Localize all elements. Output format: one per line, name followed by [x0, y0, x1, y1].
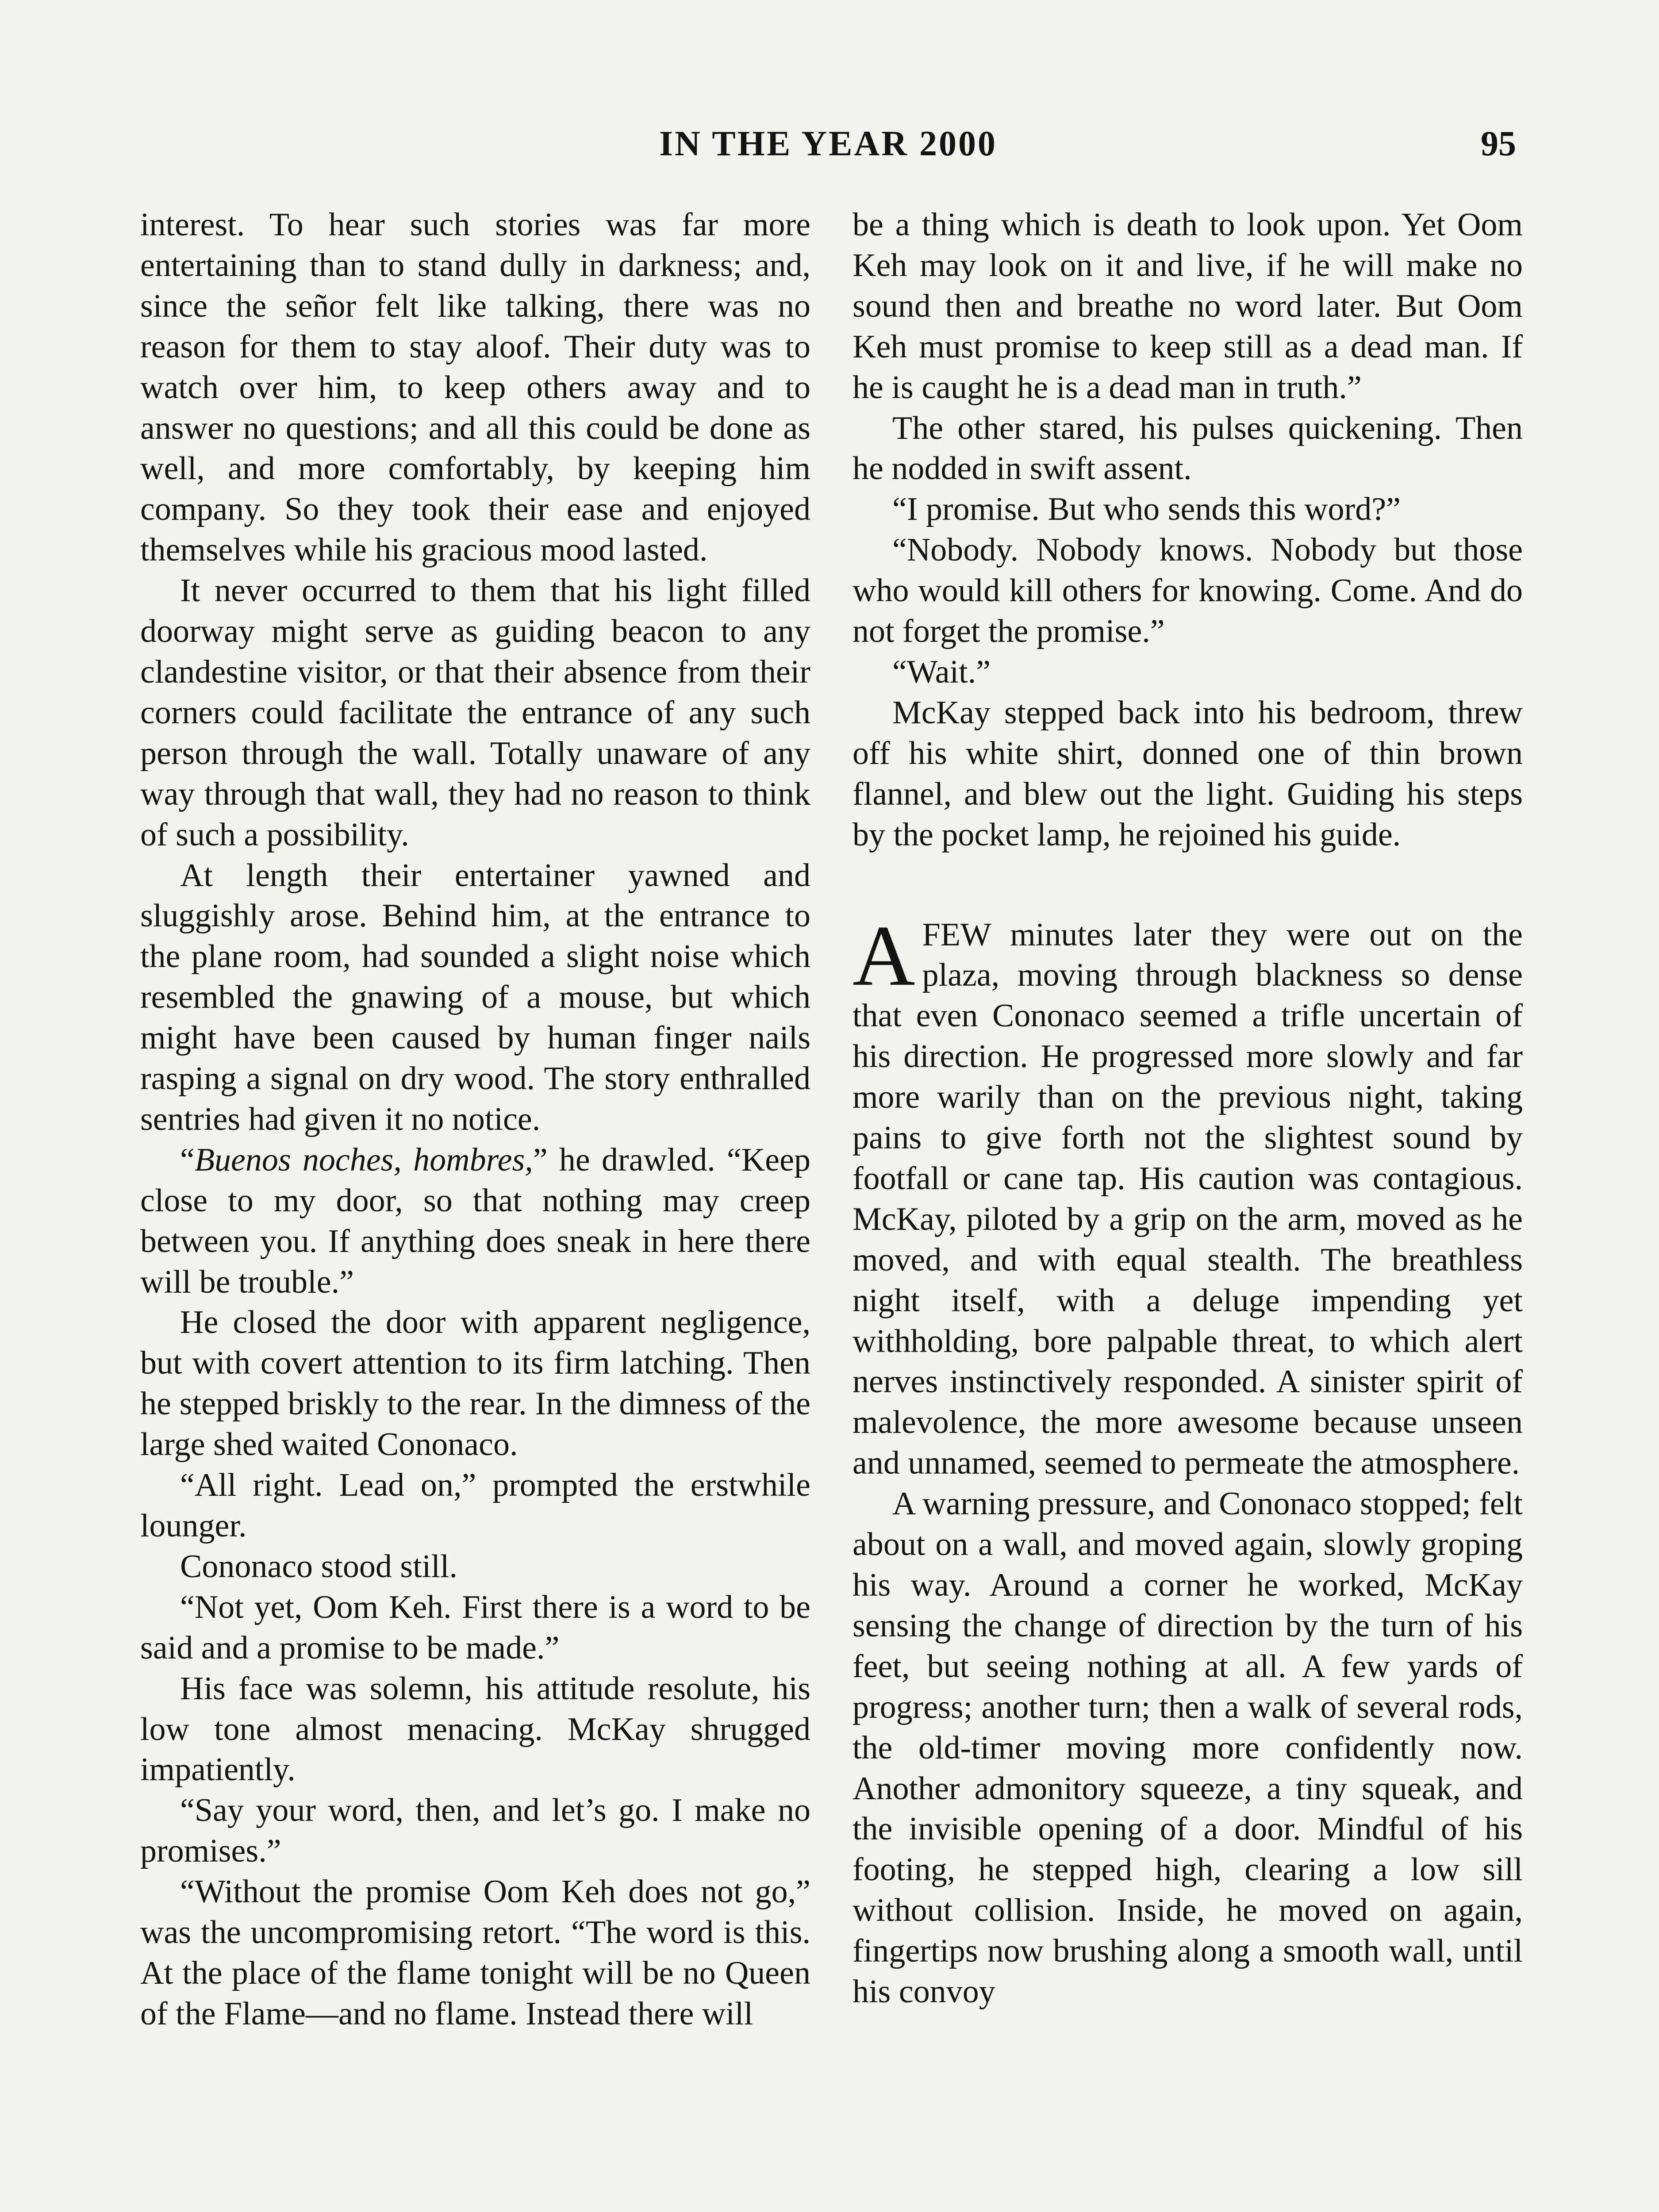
paragraph: be a thing which is death to look upon. Yet Oom Keh may look on it and live, if he will make no sound then and breathe no word later. But Oom Keh must promise to keep still as a dead man. If he is caught he is a dead man in truth.”	[853, 207, 1523, 406]
paragraph: Cononaco stood still.	[180, 1548, 457, 1585]
paragraph: It never occurred to them that his light filled doorway might serve as guiding beacon to any clandestine visitor, or that their absence from their corners could facilitate the entrance of any such person through the wall. Totally unaware of any way through that wall, they had no reason to think of such a possibility.	[140, 572, 810, 853]
section-text: minutes later they were out on the plaza, moving through blackness so dense that even Cononaco seemed a trifle uncertain of his direction. He progressed more slowly and far more warily than on the previous night, taking pains to give forth not the slightest sound by footfall or cane tap. His caution was contagious. McKay, piloted by a grip on the arm, moved as he moved, and with equal stealth. The breathless night itself, with a deluge impending yet withholding, bore palpable threat, to which alert nerves instinctively responded. A sinister spirit of malevolence, the more awesome because unseen and unnamed, seemed to permeate the atmosphere.	[853, 916, 1523, 1482]
paragraph: “Nobody. Nobody knows. Nobody but those who would kill others for knowing. Come. And do not forget the promise.”	[853, 532, 1523, 650]
paragraph: “Buenos noches, hombres,” he drawled. “Keep close to my door, so that nothing may creep between you. If anything does sneak in here there will be trouble.”	[140, 1141, 811, 1300]
paragraph: “I promise. But who sends this word?”	[892, 491, 1401, 528]
paragraph: “Wait.”	[892, 653, 991, 690]
paragraph: A warning pressure, and Cononaco stopped; felt about on a wall, and moved again, slowly groping his way. Around a corner he worked, McKay sensing the change of direction by the turn of his feet, but seeing nothing at all. A few yards of progress; another turn; then a walk of several rods, the old-timer moving more confidently now. Another admonitory squeeze, a tiny squeak, and the invisible opening of a door. Mindful of his footing, he stepped high, clearing a low sill without collision. Inside, he moved on again, fingertips now brushing along a smooth wall, until his convoy	[853, 1486, 1523, 2010]
italic-quote: Buenos noches, hombres,	[194, 1141, 533, 1178]
section-opening-paragraph	[853, 907, 1523, 1484]
right-column	[853, 205, 1523, 2012]
lead-in-word: FEW	[922, 916, 991, 953]
paragraph: He closed the door with apparent negligence, but with covert attention to its firm latching. Then he stepped briskly to the rear. In the dimness of the large shed waited Cononaco.	[140, 1304, 810, 1463]
left-column	[140, 205, 810, 2035]
paragraph: “Not yet, Oom Keh. First there is a word to be said and a promise to be made.”	[140, 1589, 810, 1666]
page-number: 95	[1481, 124, 1516, 163]
paragraph: “Say your word, then, and let’s go. I make no promises.”	[140, 1792, 810, 1870]
quote-continuation: he drawled. “Keep close to my door, so that nothing may creep between you. If anything does sneak in here there will be trouble.”	[140, 1141, 811, 1300]
running-header	[140, 119, 1516, 168]
paragraph: interest. To hear such stories was far more entertaining than to stand dully in darkness; and, since the señor felt like talking, there was no reason for them to stay aloof. Their duty was to watch over him, to keep others away and to answer no questions; and all this could be done as well, and more comfortably, by keeping him company. So they took their ease and enjoyed themselves while his gracious mood lasted.	[140, 207, 810, 568]
drop-cap: A	[853, 907, 915, 1004]
paragraph: McKay stepped back into his bedroom, threw off his white shirt, donned one of thin brown flannel, and blew out the light. Guiding his steps by the pocket lamp, he rejoined his guide.	[853, 694, 1523, 853]
paragraph: His face was solemn, his attitude resolute, his low tone almost menacing. McKay shrugged impatiently.	[140, 1670, 810, 1788]
paragraph: “Without the promise Oom Keh does not go,” was the uncompromising retort. “The word is this. At the place of the flame tonight will be no Queen of the Flame—and no flame. Instead there will	[140, 1874, 810, 2032]
paragraph: The other stared, his pulses quickening. Then he nodded in swift assent.	[853, 410, 1523, 487]
paragraph: At length their entertainer yawned and sluggishly arose. Behind him, at the entrance to the plane room, had sounded a slight noise which resembled the gnawing of a mouse, but which might have been caused by human finger nails rasping a signal on dry wood. The story enthralled sentries had given it no notice.	[140, 857, 810, 1137]
paragraph: “All right. Lead on,” prompted the erstwhile lounger.	[140, 1467, 810, 1544]
running-title: IN THE YEAR 2000	[659, 124, 998, 163]
